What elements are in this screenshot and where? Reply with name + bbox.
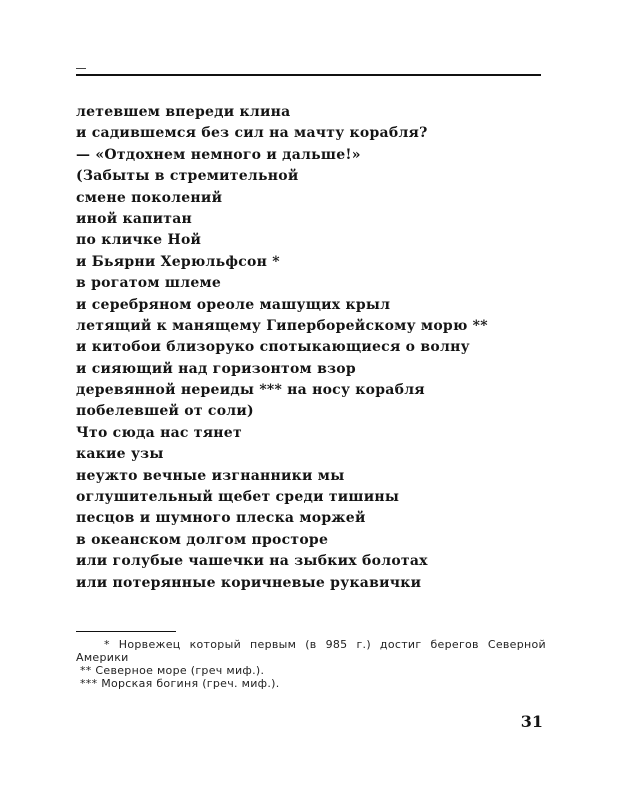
poem-line: и сияющий над горизонтом взор: [76, 360, 356, 377]
poem-line: по кличке Ной: [76, 232, 202, 249]
poem-line: летевшем впереди клина: [76, 104, 291, 120]
poem-line: (Забыты в стремительной: [76, 168, 299, 185]
poem-line: летящий к манящему Гиперборейскому морю **: [76, 317, 488, 334]
poem-line: и серебряном ореоле машущих крыл: [76, 296, 391, 313]
poem-line: побелевшей от соли): [76, 403, 254, 420]
footnote-3: *** Морская богиня (греч. миф.).: [80, 677, 280, 690]
poem-line: песцов и шумного плеска моржей: [76, 510, 366, 527]
header-rule: [76, 74, 541, 76]
poem-line: неужто вечные изгнанники мы: [76, 467, 345, 484]
poem-line: в океанском долгом просторе: [76, 531, 329, 548]
poem-line: деревянной нереиды *** на носу корабля: [76, 382, 425, 399]
poem-line: Что сюда нас тянет: [76, 424, 242, 441]
poem-line: и садившемся без сил на мачту корабля?: [76, 125, 428, 142]
header-mark: [76, 68, 86, 69]
footnote-1: * Норвежец который первым (в 985 г.) достиг берегов Северной Америки: [76, 638, 546, 664]
poem-text: [76, 102, 546, 594]
poem-line: иной капитан: [76, 210, 193, 227]
poem-line: и китобои близоруко спотыкающиеся о волну: [76, 339, 470, 356]
footnote-2: ** Северное море (греч миф.).: [80, 664, 265, 677]
poem-line: — «Отдохнем немного и дальше!»: [76, 146, 361, 163]
footnotes: [76, 638, 546, 690]
poem-line: или потерянные коричневые рукавички: [76, 574, 422, 591]
footnote-divider: [76, 631, 176, 632]
page-number: 31: [520, 712, 543, 731]
poem-line: смене поколений: [76, 189, 223, 206]
poem-line: какие узы: [76, 446, 164, 463]
poem-line: и Бьярни Херюльфсон *: [76, 253, 280, 270]
poem-line: в рогатом шлеме: [76, 275, 222, 292]
poem-line: или голубые чашечки на зыбких болотах: [76, 553, 428, 570]
poem-line: оглушительный щебет среди тишины: [76, 489, 400, 506]
